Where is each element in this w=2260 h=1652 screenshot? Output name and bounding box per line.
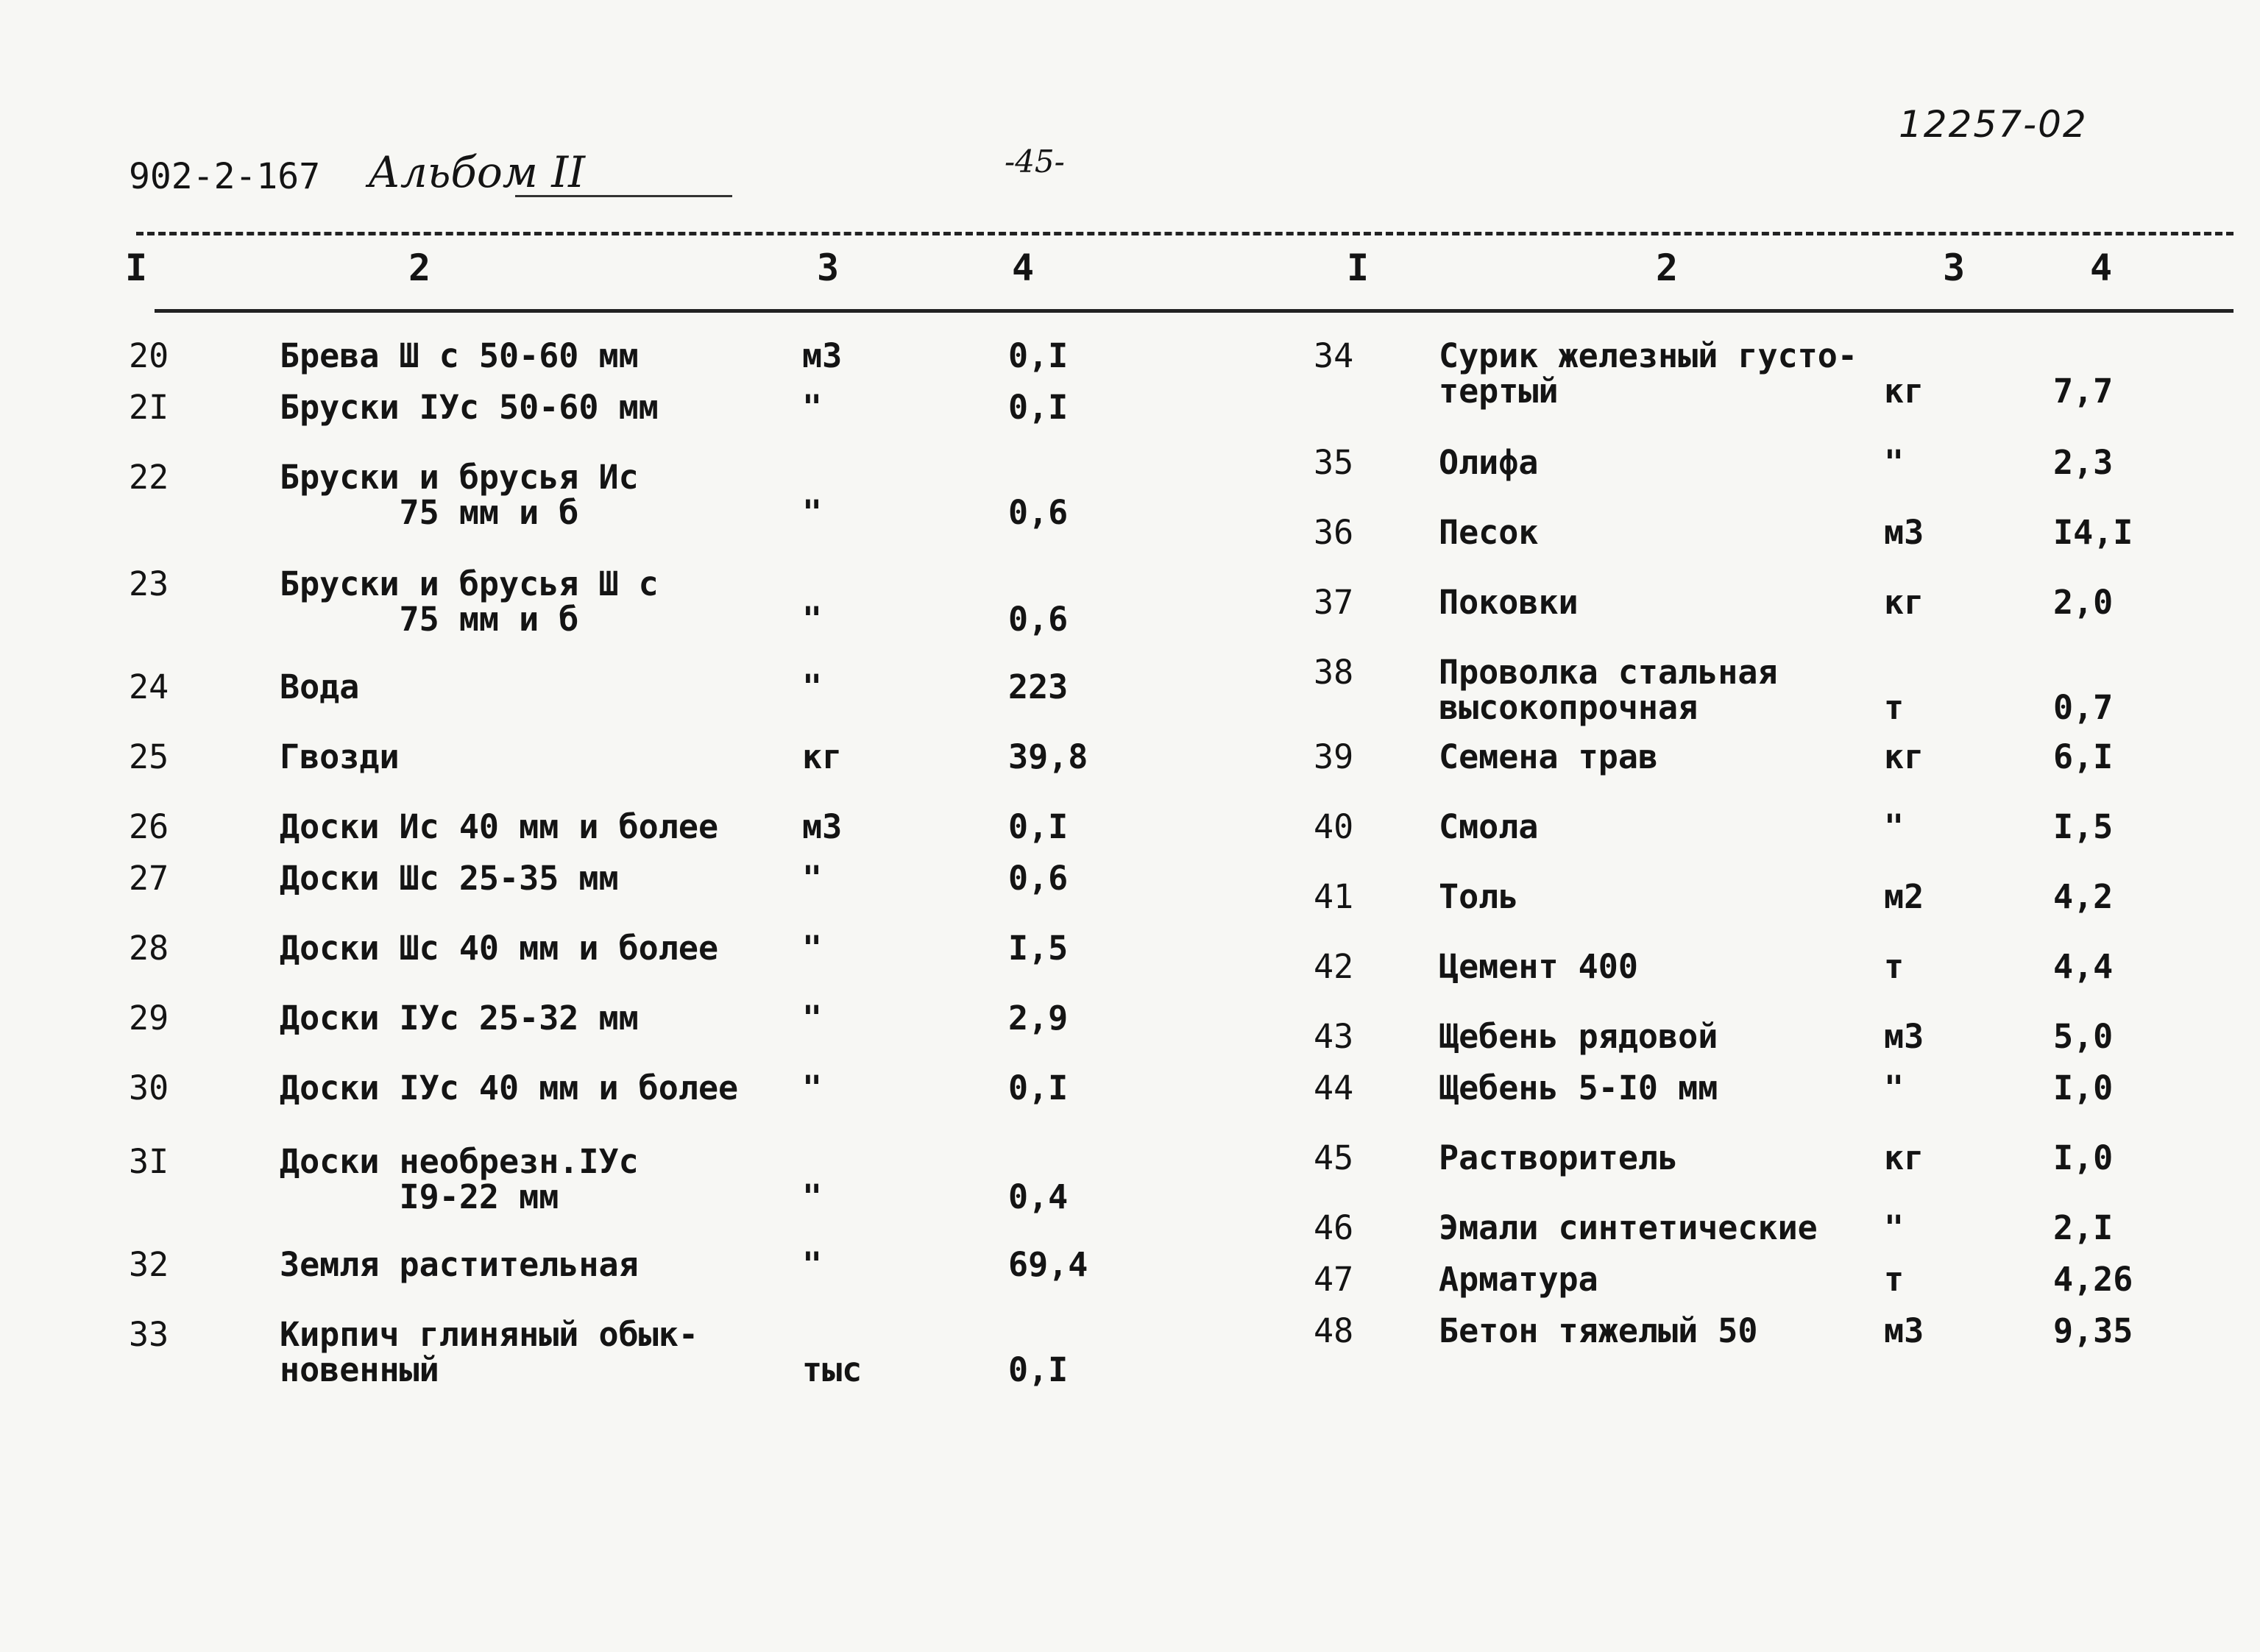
item-quantity: I4,I xyxy=(2053,513,2133,552)
item-name: Бруски IУс 50-60 мм xyxy=(280,388,659,427)
item-number: 43 xyxy=(1314,1017,1354,1056)
item-number: 42 xyxy=(1314,947,1354,986)
item-unit: т xyxy=(1884,688,1905,727)
item-number: 32 xyxy=(129,1245,169,1284)
item-quantity: 6,I xyxy=(2053,737,2114,776)
item-number: 41 xyxy=(1314,877,1354,916)
item-number: 2I xyxy=(129,388,169,427)
item-unit: " xyxy=(802,999,823,1038)
document-reference: 12257-02 xyxy=(1899,103,2088,146)
item-name: Смола xyxy=(1439,807,1539,846)
item-quantity: I,5 xyxy=(1008,929,1069,968)
item-unit: м3 xyxy=(802,336,843,375)
item-quantity: 0,I xyxy=(1008,336,1069,375)
column-header: 2 xyxy=(408,247,431,289)
item-unit: м2 xyxy=(1884,877,1924,916)
item-unit: тыс xyxy=(802,1350,862,1389)
item-number: 33 xyxy=(129,1315,169,1354)
header-rule xyxy=(155,309,2234,313)
document-code: 902-2-167 xyxy=(129,156,321,197)
item-number: 23 xyxy=(129,564,169,603)
item-number: 27 xyxy=(129,859,169,898)
item-name: Растворитель xyxy=(1439,1138,1679,1177)
item-number: 22 xyxy=(129,458,169,497)
item-name: Доски Шс 25-35 мм xyxy=(280,859,619,898)
item-unit: " xyxy=(802,859,823,898)
column-header: 4 xyxy=(2090,247,2113,289)
column-header: I xyxy=(1347,247,1370,289)
item-name: Доски IУс 25-32 мм xyxy=(280,999,639,1038)
item-number: 48 xyxy=(1314,1311,1354,1350)
item-number: 44 xyxy=(1314,1068,1354,1107)
item-quantity: 0,I xyxy=(1008,1350,1069,1389)
item-name: Земля растительная xyxy=(280,1245,639,1284)
item-quantity: 0,I xyxy=(1008,1068,1069,1107)
item-quantity: 0,6 xyxy=(1008,859,1069,898)
item-name: Семена трав xyxy=(1439,737,1659,776)
item-quantity: 0,I xyxy=(1008,807,1069,846)
item-quantity: I,0 xyxy=(2053,1138,2114,1177)
item-number: 25 xyxy=(129,737,169,776)
item-quantity: 2,9 xyxy=(1008,999,1069,1038)
column-header: 2 xyxy=(1656,247,1679,289)
item-unit: м3 xyxy=(802,807,843,846)
item-number: 24 xyxy=(129,667,169,706)
item-unit: " xyxy=(802,667,823,706)
item-quantity: 0,6 xyxy=(1008,493,1069,532)
item-unit: " xyxy=(1884,1068,1905,1107)
top-rule xyxy=(136,232,2234,235)
item-unit: " xyxy=(802,600,823,639)
item-number: 38 xyxy=(1314,653,1354,692)
item-quantity: 4,4 xyxy=(2053,947,2114,986)
item-quantity: 69,4 xyxy=(1008,1245,1088,1284)
item-quantity: 9,35 xyxy=(2053,1311,2133,1350)
item-unit: " xyxy=(1884,1208,1905,1247)
item-quantity: 2,I xyxy=(2053,1208,2114,1247)
item-number: 29 xyxy=(129,999,169,1038)
item-name: Бруски и брусья Ис 75 мм и б xyxy=(280,458,639,532)
column-header: 3 xyxy=(1943,247,1966,289)
item-quantity: 0,I xyxy=(1008,388,1069,427)
item-unit: т xyxy=(1884,1260,1905,1299)
item-name: Арматура xyxy=(1439,1260,1598,1299)
item-quantity: I,0 xyxy=(2053,1068,2114,1107)
item-name: Олифа xyxy=(1439,443,1539,482)
item-quantity: 4,2 xyxy=(2053,877,2114,916)
item-quantity: I,5 xyxy=(2053,807,2114,846)
item-name: Гвозди xyxy=(280,737,400,776)
column-header: 3 xyxy=(817,247,840,289)
item-quantity: 4,26 xyxy=(2053,1260,2133,1299)
item-number: 20 xyxy=(129,336,169,375)
item-name: Толь xyxy=(1439,877,1519,916)
item-unit: кг xyxy=(802,737,843,776)
item-name: Сурик железный густо- тертый xyxy=(1439,336,1857,411)
item-name: Поковки xyxy=(1439,583,1579,622)
item-name: Песок xyxy=(1439,513,1539,552)
item-unit: " xyxy=(1884,443,1905,482)
album-label: Альбом II xyxy=(368,147,586,197)
column-header: 4 xyxy=(1012,247,1035,289)
item-quantity: 0,6 xyxy=(1008,600,1069,639)
item-number: 45 xyxy=(1314,1138,1354,1177)
item-unit: кг xyxy=(1884,737,1924,776)
item-unit: м3 xyxy=(1884,1017,1924,1056)
item-name: Доски IУс 40 мм и более xyxy=(280,1068,739,1107)
item-name: Доски Шс 40 мм и более xyxy=(280,929,719,968)
item-unit: " xyxy=(1884,807,1905,846)
item-unit: м3 xyxy=(1884,1311,1924,1350)
item-name: Доски необрезн.IУс I9-22 мм xyxy=(280,1142,639,1216)
item-name: Цемент 400 xyxy=(1439,947,1638,986)
item-unit: " xyxy=(802,1177,823,1216)
page-number: -45- xyxy=(1005,143,1065,180)
item-number: 36 xyxy=(1314,513,1354,552)
item-name: Щебень 5-I0 мм xyxy=(1439,1068,1718,1107)
item-quantity: 0,7 xyxy=(2053,688,2114,727)
item-quantity: 39,8 xyxy=(1008,737,1088,776)
item-unit: т xyxy=(1884,947,1905,986)
item-name: Кирпич глиняный обык- новенный xyxy=(280,1315,698,1389)
item-number: 3I xyxy=(129,1142,169,1181)
item-number: 47 xyxy=(1314,1260,1354,1299)
item-quantity: 0,4 xyxy=(1008,1177,1069,1216)
item-quantity: 2,0 xyxy=(2053,583,2114,622)
item-quantity: 7,7 xyxy=(2053,372,2114,411)
item-number: 26 xyxy=(129,807,169,846)
item-number: 46 xyxy=(1314,1208,1354,1247)
item-name: Вода xyxy=(280,667,360,706)
item-unit: кг xyxy=(1884,1138,1924,1177)
item-name: Щебень рядовой xyxy=(1439,1017,1718,1056)
item-unit: " xyxy=(802,929,823,968)
item-unit: м3 xyxy=(1884,513,1924,552)
item-unit: " xyxy=(802,1245,823,1284)
item-number: 37 xyxy=(1314,583,1354,622)
item-name: Брева Ш с 50-60 мм xyxy=(280,336,639,375)
item-number: 30 xyxy=(129,1068,169,1107)
item-name: Проволка стальная высокопрочная xyxy=(1439,653,1778,727)
item-unit: кг xyxy=(1884,583,1924,622)
album-underline xyxy=(515,195,732,197)
item-name: Бруски и брусья Ш с 75 мм и б xyxy=(280,564,659,639)
item-number: 28 xyxy=(129,929,169,968)
item-name: Эмали синтетические xyxy=(1439,1208,1818,1247)
item-name: Доски Ис 40 мм и более xyxy=(280,807,719,846)
item-number: 34 xyxy=(1314,336,1354,375)
item-quantity: 223 xyxy=(1008,667,1069,706)
item-quantity: 5,0 xyxy=(2053,1017,2114,1056)
column-header: I xyxy=(125,247,148,289)
item-unit: " xyxy=(802,493,823,532)
item-unit: " xyxy=(802,1068,823,1107)
item-quantity: 2,3 xyxy=(2053,443,2114,482)
item-unit: " xyxy=(802,388,823,427)
item-number: 40 xyxy=(1314,807,1354,846)
item-unit: кг xyxy=(1884,372,1924,411)
item-name: Бетон тяжелый 50 xyxy=(1439,1311,1758,1350)
item-number: 39 xyxy=(1314,737,1354,776)
item-number: 35 xyxy=(1314,443,1354,482)
